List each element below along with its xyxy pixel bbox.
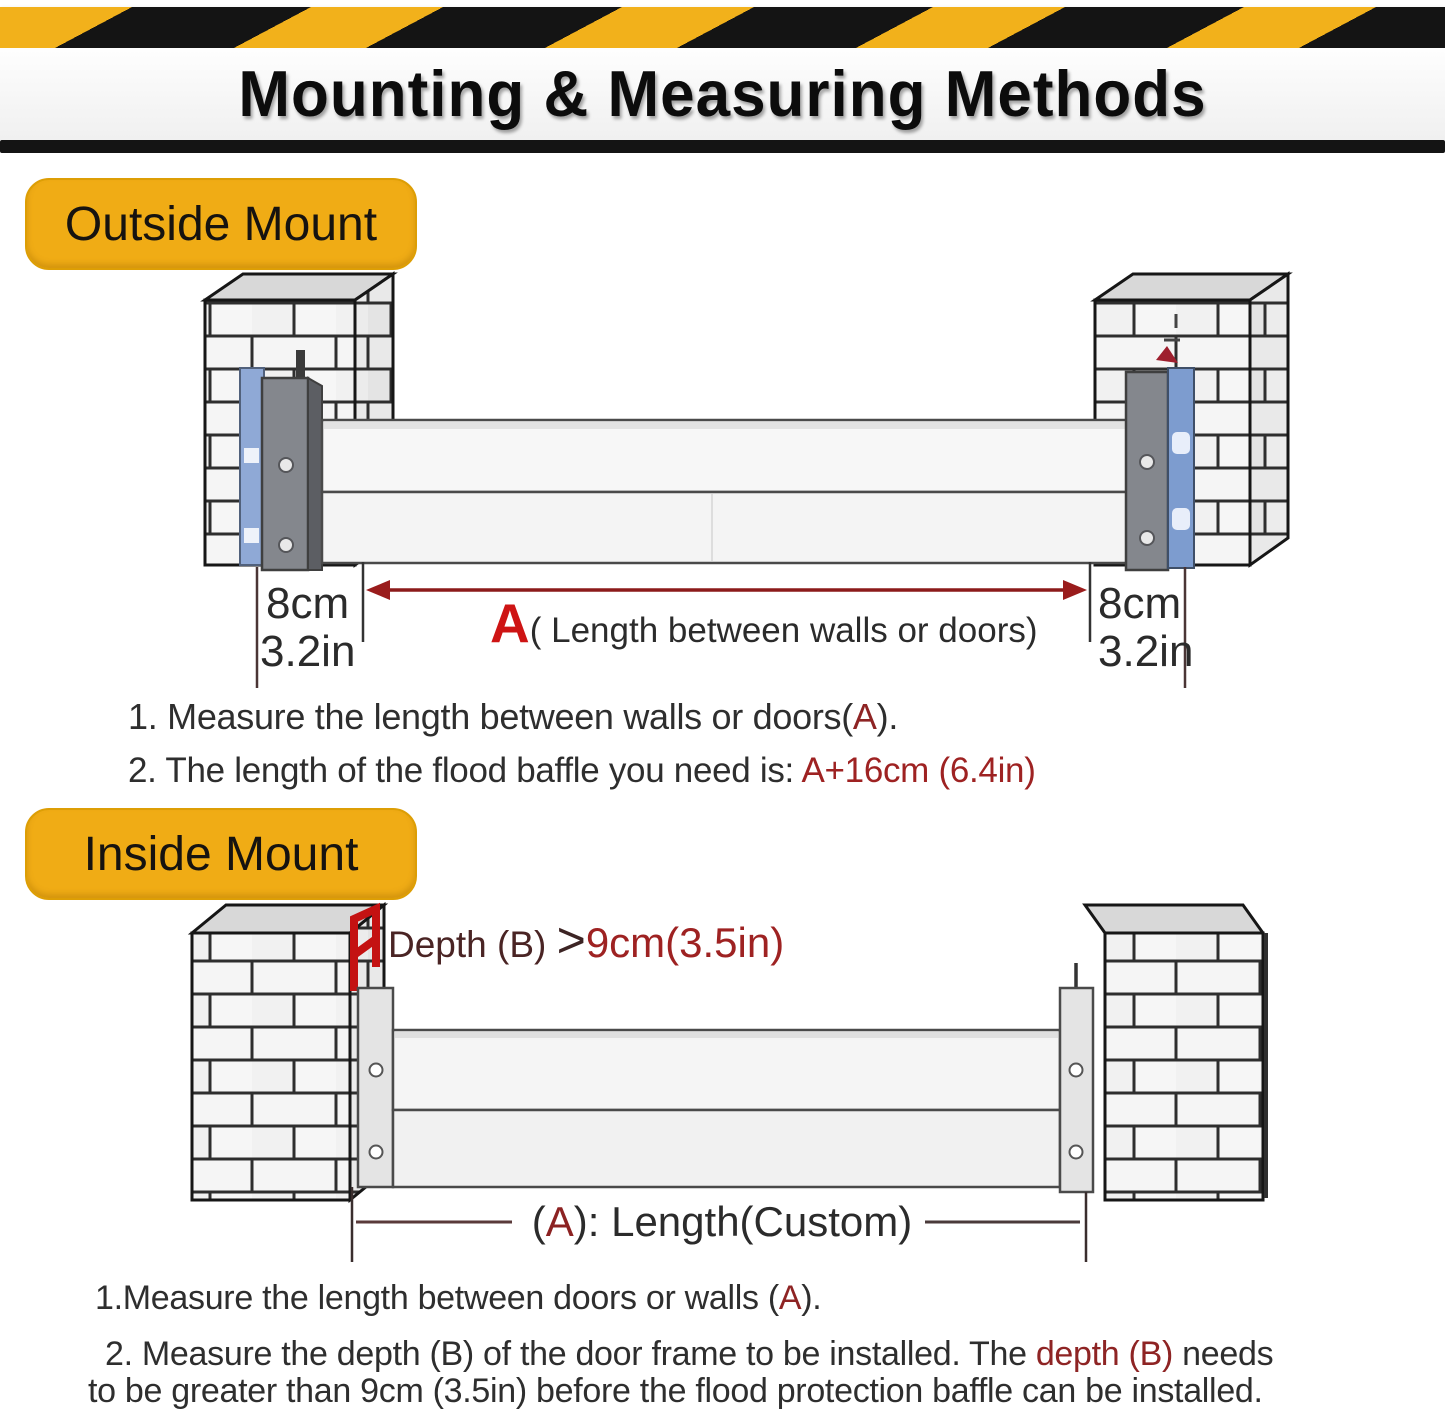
outside-mount-label-text: Outside Mount [64, 197, 378, 251]
inside-mount-label [25, 808, 417, 900]
outside-steps [128, 690, 1036, 798]
left-mounting-channel [262, 378, 322, 570]
outside-mount-diagram [0, 270, 1445, 690]
length-letter-A: A [545, 1198, 574, 1245]
inside-steps [88, 1280, 1273, 1410]
right-offset-cm: 8cm [1098, 579, 1182, 628]
hazard-stripe-banner [0, 7, 1445, 48]
inside-left-channel [358, 988, 393, 1187]
span-description: ( Length between walls or doors) [529, 611, 1038, 650]
depth-label: Depth (B) [388, 924, 557, 965]
greater-than-sign: > [556, 912, 586, 968]
left-blue-seal-strip [240, 368, 264, 565]
page-title: Mounting & Measuring Methods [238, 57, 1207, 131]
title-band [0, 48, 1445, 140]
arrowhead-left-icon [366, 580, 390, 600]
depth-annotation [388, 912, 784, 968]
left-offset-in: 3.2in [260, 627, 356, 676]
flood-barrier-panels [322, 420, 1128, 563]
span-label [490, 592, 1038, 654]
inside-mount-diagram [0, 895, 1445, 1280]
inside-barrier-panels [393, 1030, 1060, 1187]
outside-mount-label [25, 178, 417, 270]
right-blue-seal-strip [1168, 368, 1194, 568]
right-mounting-channel [1126, 372, 1168, 570]
outside-step-2: 2. The length of the flood baffle you need is: A+16cm (6.4in) [128, 751, 1036, 790]
right-offset-in: 3.2in [1098, 627, 1194, 676]
inside-step-1: 1.Measure the length between doors or walls (A). [95, 1279, 822, 1317]
inside-step-2: 2. Measure the depth (B) of the door frame to be installed. The depth (B) needs to be greater than 9cm (3.5in) before the flood protection baffle can be installed. [88, 1335, 1274, 1410]
span-letter-A: A [490, 592, 530, 654]
inside-mount-label-text: Inside Mount [83, 827, 359, 881]
inside-right-pillar [1085, 905, 1266, 1200]
depth-value: 9cm(3.5in) [585, 919, 785, 966]
length-custom-label: (A): Length(Custom) [531, 1198, 913, 1245]
outside-step-1: 1. Measure the length between walls or doors(A). [128, 696, 899, 737]
arrowhead-right-icon [1063, 580, 1087, 600]
inside-right-channel [1060, 963, 1093, 1192]
header-divider-bar [0, 140, 1445, 153]
left-offset-cm: 8cm [266, 579, 350, 628]
